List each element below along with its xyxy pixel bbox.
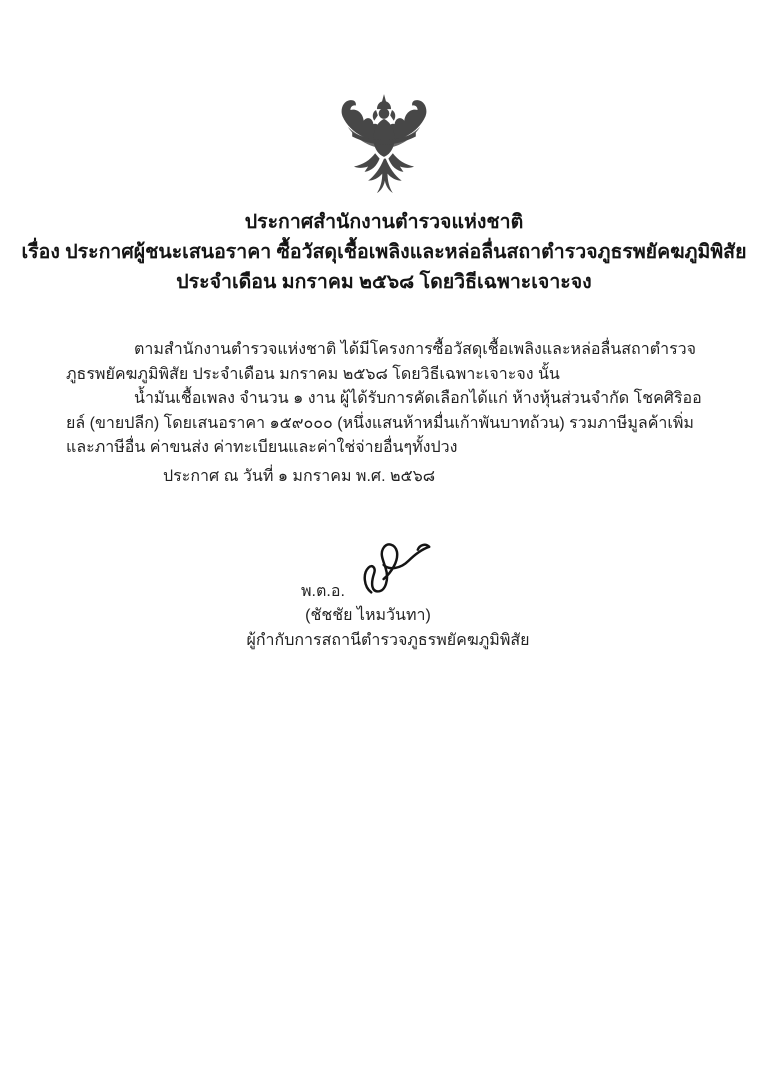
signer-rank: พ.ต.อ. (301, 583, 345, 600)
signer-name: (ชัชชัย ไหมวันทา) (305, 607, 431, 624)
body-paragraph-winner: น้ำมันเชื้อเพลง จำนวน ๑ งาน ผู้ได้รับการคัดเลือกได้แก่ ห้างหุ้นส่วนจำกัด โชคศิริออยล์ (ขายปลีก) โดยเสนอราคา ๑๕๙๐๐๐ (หนึ่งแสนห้าหมื่นเก้าพันบาทถ้วน) รวมภาษีมูลค้าเพิ่มและภาษีอื่น ค่าขนส่ง ค่าทะเบียนและค่าใช่จ่ายอื่นๆทั้งปวง (66, 390, 702, 456)
title-agency: ประกาศสำนักงานตำรวจแห่งชาติ (244, 211, 524, 233)
garuda-emblem-icon (331, 92, 437, 204)
title-period-method: ประจำเดือน มกราคม ๒๕๖๘ โดยวิธีเฉพาะเจาะจง (176, 271, 592, 293)
signer-position: ผู้กำกับการสถานีตำรวจภูธรพยัคฆภูมิพิสัย (246, 632, 530, 649)
signer-name-row (0, 603, 768, 628)
handwritten-signature-icon (352, 524, 438, 600)
document-title-block (0, 207, 768, 297)
title-subject: เรื่อง ประกาศผู้ชนะเสนอราคา ซื้อวัสดุเชื้อเพลิงและหล่อลื่นสถาตำรวจภูธรพยัคฆภูมิพิสัย (21, 241, 747, 263)
signer-position-row (0, 628, 768, 653)
announcement-date-line: ประกาศ ณ วันที่ ๑ มกราคม พ.ศ. ๒๕๖๘ (163, 468, 436, 485)
body-paragraph-project: ตามสำนักงานตำรวจแห่งชาติ ได้มีโครงการซื้อวัสดุเชื้อเพลิงและหล่อลื่นสถาตำรวจภูธรพยัคฆภูมิพิสัย ประจำเดือน มกราคม ๒๕๖๘ โดยวิธีเฉพาะเจาะจง นั้น (66, 341, 697, 383)
